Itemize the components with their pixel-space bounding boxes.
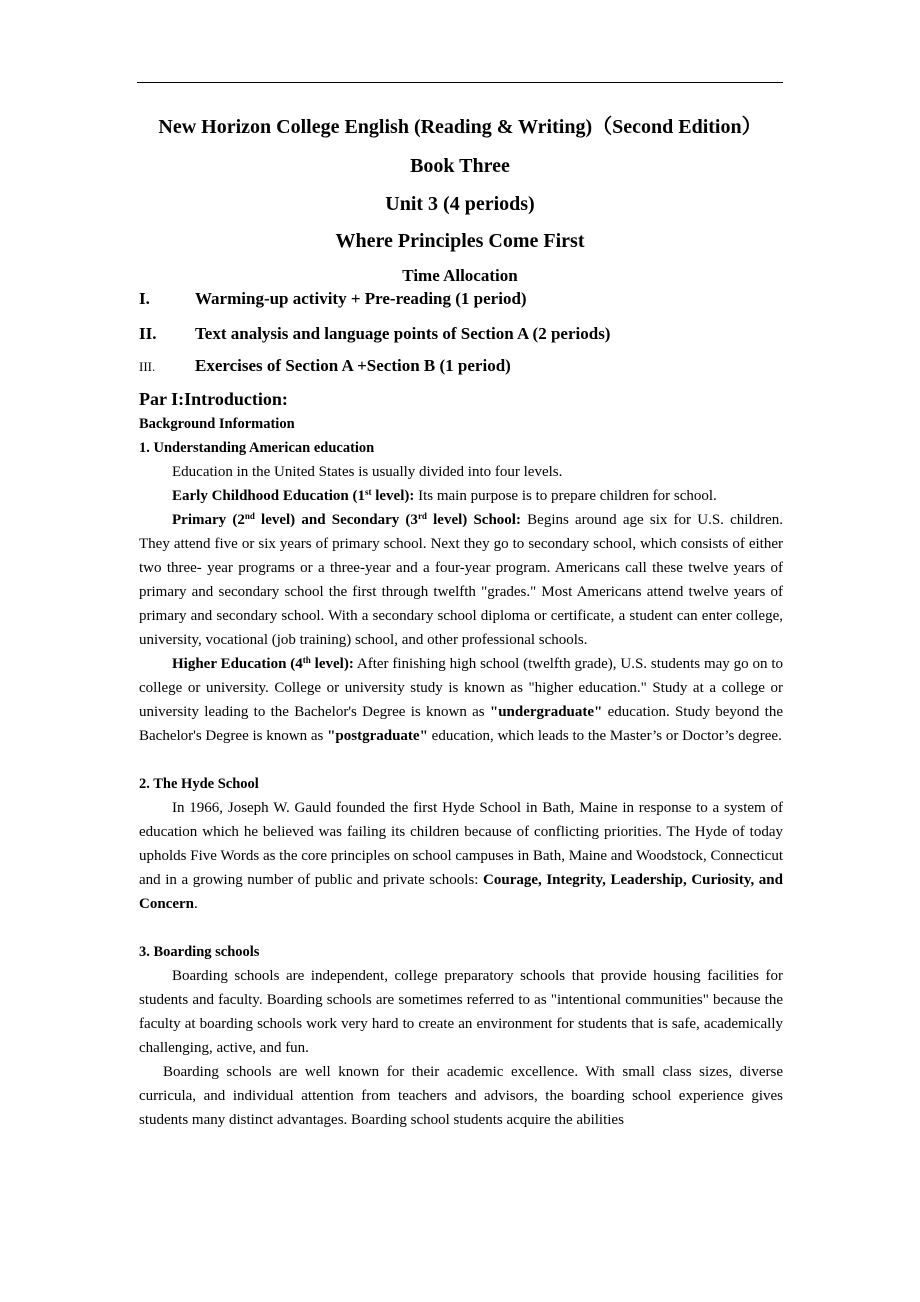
- term-label: Early Childhood Education (1st level):: [172, 487, 415, 504]
- paragraph: Early Childhood Education (1st level): Its main purpose is to prepare children for school.: [172, 487, 717, 504]
- time-allocation-heading: Time Allocation: [402, 266, 518, 285]
- lesson-title: Where Principles Come First: [335, 230, 585, 252]
- allocation-text: Text analysis and language points of Section A (2 periods): [195, 324, 611, 343]
- section-heading: 1. Understanding American education: [139, 440, 375, 456]
- unit-title: Unit 3 (4 periods): [385, 193, 535, 215]
- paragraph: In 1966, Joseph W. Gauld founded the first Hyde School in Bath, Maine in response to a system of education which he believed was failing its children because of conflicting priorities. The Hyde of today upholds Five Words as the core principles on school campuses in Bath, Maine and Woodstock, Connecticut and in a growing number of public and private schools: Courage, Integrity, Leadership, Curiosity, and Concern.: [139, 800, 784, 912]
- paragraph: Higher Education (4th level): After finishing high school (twelfth grade), U.S. students may go on to college or university. College or university study is known as "higher education." Study at a college or university leading to the Bachelor's Degree is known as "undergraduate" education. Study beyond the Bachelor's Degree is known as "postgraduate" education, which leads to the Master’s or Doctor’s degree.: [139, 655, 784, 744]
- allocation-text: Exercises of Section A +Section B (1 period): [195, 356, 511, 375]
- header-rule: [137, 82, 783, 83]
- allocation-number: III.: [139, 359, 156, 374]
- part-title: Par I:Introduction:: [139, 389, 288, 409]
- section-heading: 2. The Hyde School: [139, 776, 259, 792]
- allocation-number: II.: [139, 324, 157, 343]
- allocation-item: [139, 355, 783, 378]
- allocation-number: I.: [139, 289, 150, 308]
- term-label: Higher Education (4th level):: [172, 655, 354, 672]
- section-heading: 3. Boarding schools: [139, 944, 260, 960]
- term-label: Primary (2nd level) and Secondary (3rd level) School:: [172, 511, 521, 528]
- allocation-item: [139, 288, 783, 310]
- paragraph: Boarding schools are independent, college preparatory schools that provide housing facilities for students and faculty. Boarding schools are sometimes referred to as "intentional communities" because the faculty at boarding schools work very hard to create an environment for students that is safe, academically challenging, active, and fun.: [139, 968, 783, 1056]
- book-title: Book Three: [410, 155, 510, 177]
- document-body: [139, 412, 783, 1132]
- background-heading: Background Information: [139, 416, 295, 432]
- course-title: New Horizon College English (Reading & Writing)（Second Edition）: [158, 116, 762, 138]
- paragraph: Primary (2nd level) and Secondary (3rd level) School: Begins around age six for U.S. children. They attend five or six years of primary school. Next they go to secondary school, which consists of either two three- year programs or a three-year and a four-year program. Americans call these twelve years of primary and secondary school the first through twelfth "grades." Most Americans attend twelve years of primary and secondary school. With a secondary school diploma or certificate, a student can enter college, university, vocational (job training) school, and other professional schools.: [139, 511, 783, 648]
- paragraph: Boarding schools are well known for their academic excellence. With small class sizes, diverse curricula, and individual attention from teachers and advisors, the boarding school experience gives students many distinct advantages. Boarding school students acquire the abilities: [139, 1064, 783, 1128]
- paragraph: Education in the United States is usually divided into four levels.: [172, 464, 563, 480]
- allocation-item: [139, 323, 783, 345]
- allocation-text: Warming-up activity + Pre-reading (1 period): [195, 289, 527, 308]
